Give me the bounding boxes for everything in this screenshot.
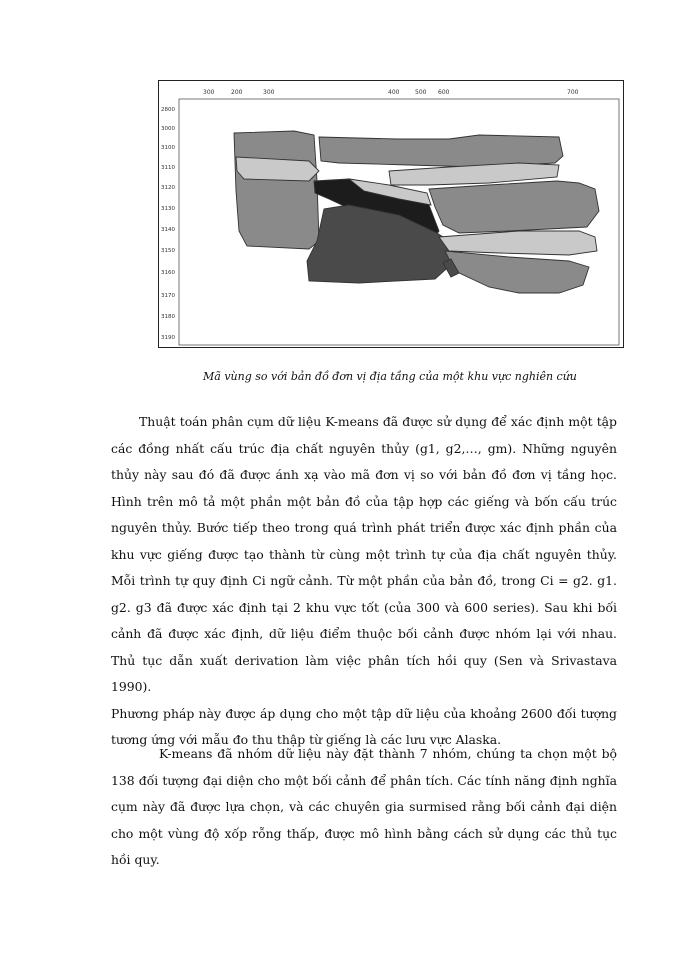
stratum-region xyxy=(236,157,319,181)
y-tick-label: 3100 xyxy=(161,145,175,151)
stratum-region xyxy=(319,135,563,167)
y-tick-label: 3180 xyxy=(161,314,175,320)
y-tick-label: 3000 xyxy=(161,126,175,132)
figure-caption: Mã vùng so với bản đồ đơn vị địa tầng của một khu vực nghiên cứu xyxy=(203,370,577,383)
y-tick-label: 3170 xyxy=(161,293,175,299)
x-tick-label: 400 xyxy=(388,89,400,96)
stratigraphic-map-figure xyxy=(158,80,624,348)
y-tick-label: 2800 xyxy=(161,107,175,113)
paragraph: Phương pháp này được áp dụng cho một tập dữ liệu của khoảng 2600 đối tượng tương ứng với mẫu đo thu thập từ giếng là các lưu vực Alaska. xyxy=(111,705,617,747)
y-tick-label: 3130 xyxy=(161,206,175,212)
y-tick-label: 3120 xyxy=(161,185,175,191)
y-tick-label: 3160 xyxy=(161,270,175,276)
paragraph: Thuật toán phân cụm dữ liệu K-means đã được sử dụng để xác định một tập các đồng nhất cấu trúc địa chất nguyên thủy (g1, g2,…, gm). Những nguyên thủy này sau đó đã được ánh xạ vào mã đơn vị so với bản đồ đơn vị tầng học. Hình trên mô tả một phần một bản đồ của tập hợp các giếng và bốn cấu trúc nguyên thủy. Bước tiếp theo trong quá trình phát triển được xác định phần của khu vực giếng được tạo thành từ cùng một trình tự của địa chất nguyên thủy. Mỗi trình tự quy định Ci ngữ cảnh. Từ một phần của bản đồ, trong Ci = g2. g1. g2. g3 đã được xác định tại 2 khu vực tốt (của 300 và 600 series). Sau khi bối cảnh đã được xác định, dữ liệu điểm thuộc bối cảnh được nhóm lại với nhau. Thủ tục dẫn xuất derivation làm việc phân tích hồi quy (Sen và Srivastava 1990). xyxy=(111,414,617,694)
y-tick-label: 3140 xyxy=(161,227,175,233)
paragraph: K-means đã nhóm dữ liệu này đặt thành 7 nhóm, chúng ta chọn một bộ 138 đối tượng đại diện cho một bối cảnh để phân tích. Các tính năng định nghĩa cụm này đã được lựa chọn, và các chuyên gia surmised rằng bối cảnh đại diện cho một vùng độ xốp rỗng thấp, được mô hình bằng cách sử dụng các thủ tục hồi quy. xyxy=(111,746,617,867)
body-text-lower xyxy=(111,741,617,874)
x-tick-label: 200 xyxy=(231,89,243,96)
x-tick-label: 700 xyxy=(567,89,579,96)
stratum-region xyxy=(234,131,319,249)
y-tick-label: 3110 xyxy=(161,165,175,171)
stratigraphic-map xyxy=(159,81,625,349)
y-tick-label: 3190 xyxy=(161,335,175,341)
x-tick-label: 600 xyxy=(438,89,450,96)
body-text-upper xyxy=(111,409,617,754)
x-tick-label: 300 xyxy=(263,89,275,96)
x-tick-label: 300 xyxy=(203,89,215,96)
stratum-region xyxy=(429,181,599,233)
y-tick-label: 3150 xyxy=(161,248,175,254)
x-tick-label: 500 xyxy=(415,89,427,96)
